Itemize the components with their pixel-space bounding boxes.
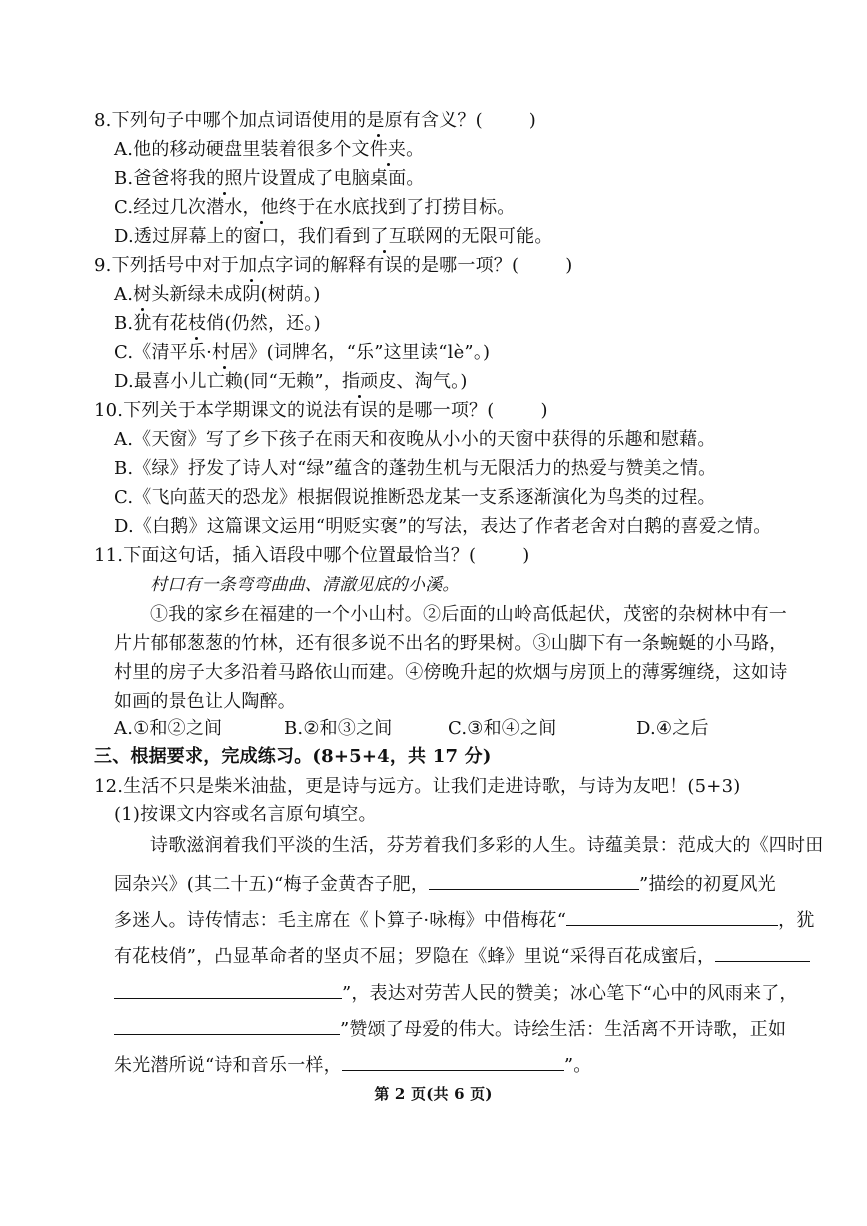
q10-stem: [94, 400, 548, 422]
q12-line-2-end: ”描绘的初夏风光: [639, 874, 776, 895]
q12-line-2-text: 园杂兴》(其二十五)“梅子金黄杏子肥，: [114, 874, 430, 895]
q9-d-dotted: 亡赖: [206, 371, 244, 392]
q9-b-text: B.: [114, 313, 134, 334]
q9-c-end: ·村居》(词牌名，“乐”这里读“lè”。): [206, 342, 491, 363]
q9-stem-end: 的是哪一项？(: [402, 255, 520, 276]
q10-stem-end: 的是哪一项？(: [378, 400, 495, 421]
q12-line-6-text: ”赞颂了母爱的伟大。诗绘生活：生活离不开诗歌，正如: [340, 1019, 787, 1040]
q12-line-1: 诗歌滋润着我们平淡的生活，芬芳着我们多彩的人生。诗蕴美景：范成大的《四时田: [150, 835, 824, 856]
q8-b-end: 。: [406, 168, 425, 189]
q12-line-2: [114, 871, 776, 896]
q12-line-5-text: ”，表达对劳苦人民的赞美；冰心笔下“心中的风雨来了，: [342, 983, 798, 1004]
q8-stem: [94, 110, 536, 132]
q11-option-b: B.②和③之间: [284, 718, 393, 739]
q9-c-text: C.《清平: [114, 342, 188, 363]
q8-c-text: C.经过几次: [114, 197, 207, 218]
q12-line-7: [114, 1052, 591, 1077]
q9-b-dotted: 犹: [133, 313, 152, 334]
q10-option-c: C.《飞向蓝天的恐龙》根据假说推断恐龙某一支系逐渐演化为鸟类的过程。: [114, 487, 716, 508]
fill-blank-5[interactable]: [342, 1052, 564, 1071]
q8-option-b: [114, 168, 425, 190]
q12-sub1: (1)按课文内容或名言原句填空。: [114, 804, 377, 825]
fill-blank-3b[interactable]: [114, 980, 342, 999]
q8-b-text: B.爸爸将我的照片设置成了电脑: [114, 168, 370, 189]
q11-sentence: 村口有一条弯弯曲曲、清澈见底的小溪。: [150, 575, 460, 595]
q9-option-d: [114, 371, 468, 393]
page-number: 第 2 页(共 6 页): [374, 1085, 493, 1103]
q10-option-b: B.《绿》抒发了诗人对“绿”蕴含的蓬勃生机与无限活力的热爱与赞美之情。: [114, 458, 717, 479]
q8-a-dotted: 文件夹: [351, 139, 407, 160]
q8-stem-close: ): [528, 110, 537, 131]
q9-stem-dotted: 有误: [366, 255, 403, 276]
q8-a-end: 。: [406, 139, 425, 160]
q11-option-c: C.③和④之间: [448, 718, 557, 739]
q8-stem-text: 8.下列句子中哪个加点词语使用的是原有含义？(: [94, 110, 483, 131]
q8-c-end: ，他终于在水底找到了打捞目标。: [242, 197, 516, 218]
q8-option-c: [114, 197, 515, 219]
q11-paragraph-line-4: 如画的景色让人陶醉。: [114, 691, 296, 712]
q9-a-dotted: 阴: [242, 284, 261, 305]
q9-option-b: [114, 313, 321, 335]
q10-stem-text: 10.下列关于本学期课文的说法: [94, 400, 342, 421]
q11-paragraph-line-3: 村里的房子大多沿着马路依山而建。④傍晚升起的炊烟与房顶上的薄雾缠绕，这如诗: [114, 662, 788, 683]
q11-paragraph-line-1: ①我的家乡在福建的一个小山村。②后面的山岭高低起伏，茂密的杂树林中有一: [150, 604, 787, 625]
q10-option-d: D.《白鹅》这篇课文运用“明贬实褒”的写法，表达了作者老舍对白鹅的喜爱之情。: [114, 516, 772, 537]
q9-option-a: [114, 284, 321, 306]
q10-stem-dotted: 有误: [341, 400, 379, 421]
q9-stem-text: 9.下列括号中对于加点字词的解释: [94, 255, 367, 276]
q11-option-a: A.①和②之间: [114, 718, 223, 739]
q8-b-dotted: 桌面: [369, 168, 407, 189]
q9-a-end: (树荫。): [260, 284, 321, 305]
q11-stem: [94, 545, 529, 567]
q12-line-7-end: ”。: [563, 1055, 592, 1076]
q10-stem-close: ): [540, 400, 548, 421]
q9-a-text: A.树头新绿未成: [114, 284, 243, 305]
q11-stem-close: ): [522, 545, 530, 566]
q8-d-end: ，我们看到了互联网的无限可能。: [279, 226, 553, 247]
q8-c-dotted: 潜水: [206, 197, 243, 218]
q12-line-4-text: 有花枝俏”，凸显革命者的坚贞不屈；罗隐在《蜂》里说“采得百花成蜜后，: [114, 946, 716, 967]
q8-option-d: [114, 226, 553, 248]
q8-d-text: D.透过屏幕上的: [114, 226, 244, 247]
q12-line-4: [114, 943, 810, 968]
fill-blank-3a[interactable]: [715, 943, 810, 962]
q12-line-7-text: 朱光潜所说“诗和音乐一样，: [114, 1055, 342, 1076]
q11-option-d: D.④之后: [636, 718, 709, 739]
q11-paragraph-line-2: 片片郁郁葱葱的竹林，还有很多说不出名的野果树。③山脚下有一条蜿蜒的小马路，: [114, 633, 788, 654]
fill-blank-2[interactable]: [566, 907, 778, 926]
q11-stem-text: 11.下面这句话，插入语段中哪个位置最恰当？(: [94, 545, 477, 566]
fill-blank-1[interactable]: [429, 871, 639, 890]
q8-option-a: [114, 139, 424, 161]
fill-blank-4[interactable]: [114, 1016, 340, 1035]
q9-d-text: D.最喜小儿: [114, 371, 207, 392]
q12-line-6: [114, 1016, 786, 1041]
q12-line-5: [114, 980, 798, 1005]
q8-a-text: A.他的移动硬盘里装着很多个: [114, 139, 352, 160]
q9-d-end: (同“无赖”，指顽皮、淘气。): [243, 371, 468, 392]
q12-line-3: [114, 907, 815, 932]
q8-d-dotted: 窗口: [243, 226, 280, 247]
q9-option-c: [114, 342, 490, 364]
q10-option-a: A.《天窗》写了乡下孩子在雨天和夜晚从小小的天窗中获得的乐趣和慰藉。: [114, 429, 716, 450]
q12-line-3-text: 多迷人。诗传情志：毛主席在《卜算子·咏梅》中借梅花“: [114, 910, 567, 931]
q9-stem-close: ): [565, 255, 573, 276]
section-3-heading: 三、根据要求，完成练习。(8+5+4，共 17 分): [94, 746, 492, 767]
q9-stem: [94, 255, 572, 277]
q12-stem: 12.生活不只是柴米油盐，更是诗与远方。让我们走进诗歌，与诗为友吧！(5+3): [94, 776, 741, 797]
q9-c-dotted: 乐: [187, 342, 207, 363]
q9-b-end: 有花枝俏(仍然，还。): [151, 313, 321, 334]
q12-line-3-end: ，犹: [778, 910, 815, 931]
